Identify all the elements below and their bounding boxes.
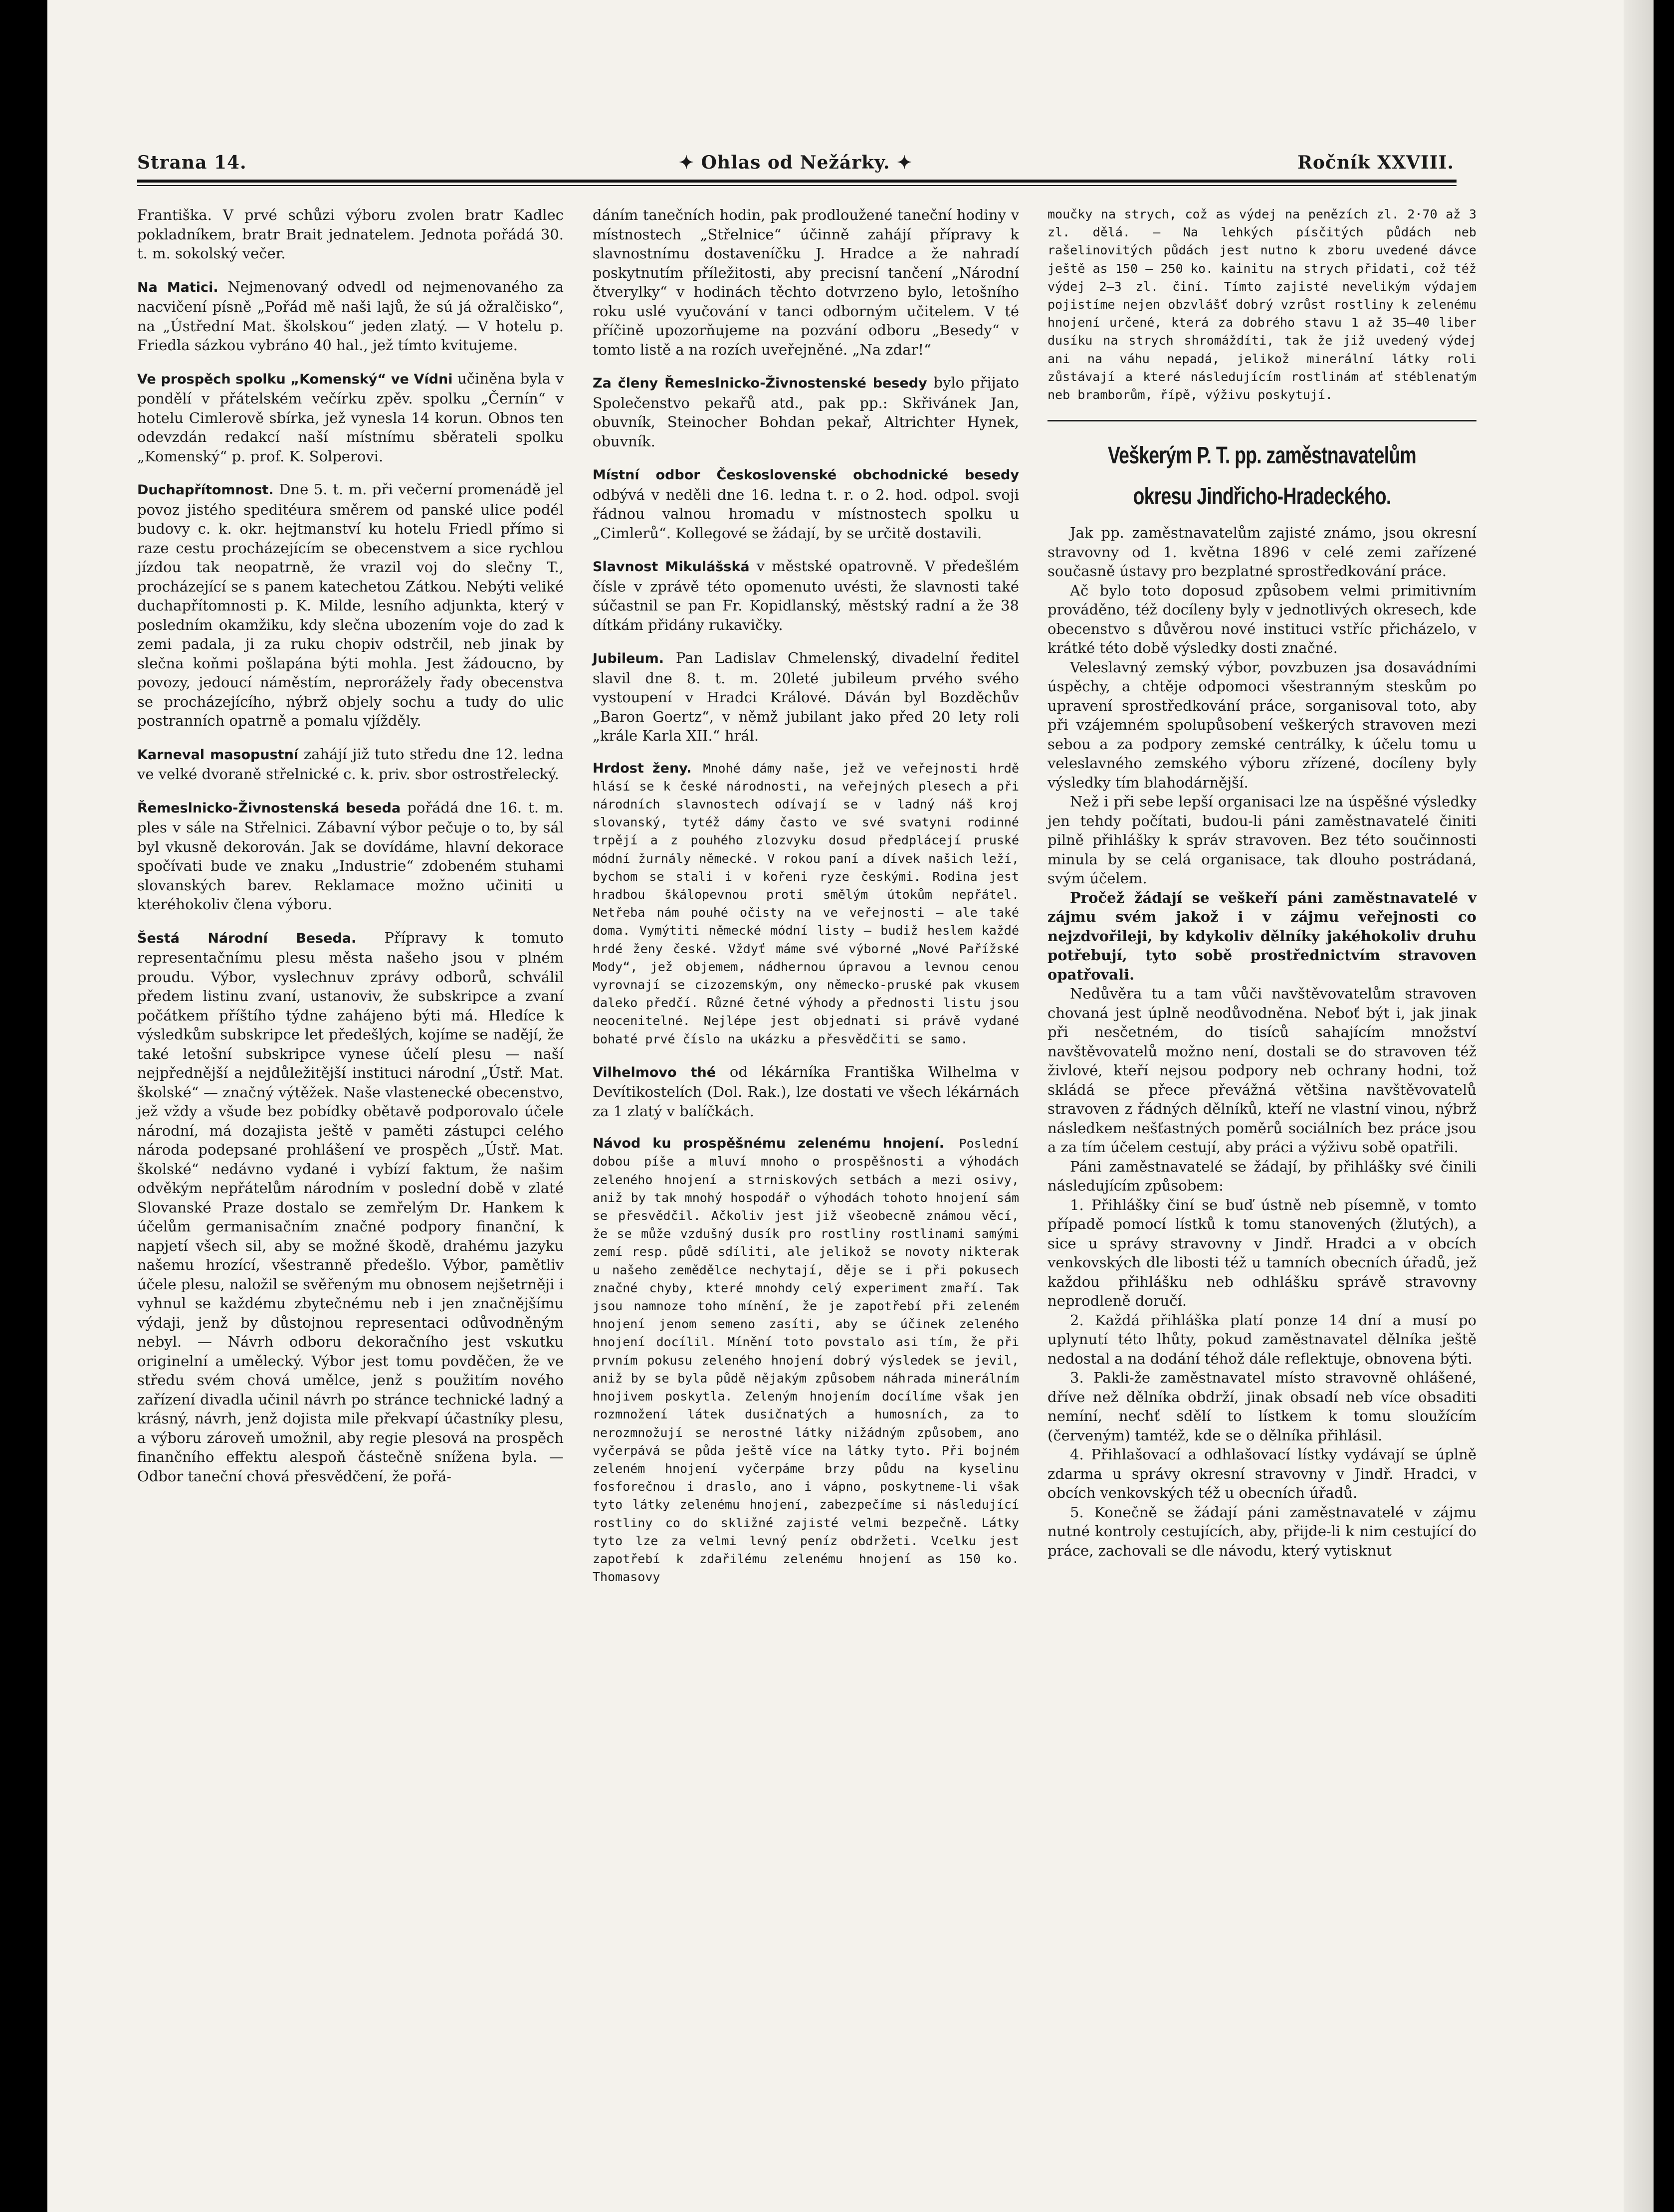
notice-paragraph: 4. Přihlašovací a odhlašovací lístky vydávají se úplně zdarma u správy okresní stravovny v Jindř. Hradci, v obcích venkovských též u obecních úřadů. <box>1047 1446 1476 1502</box>
article-lead: Duchapřítomnost. <box>137 482 274 498</box>
article-lead: Vilhelmovo thé <box>593 1064 716 1080</box>
article-text <box>137 928 564 1486</box>
article-text <box>593 648 1019 746</box>
article-body: Mnohé dámy naše, jež ve veřejnosti hrdě hlásí se k české národnosti, na veřejných plesech a při národních slavnostech odívají se v ladný náš kroj slovanský, tytéž dámy často ve své svatyni rodinné trpějí a z pouhého zlozvyku dosud předplácejí pruské módní žurnály německé. V rokou paní a dívek našich leží, bychom se stali i v kořeni ryze českými. Rodina jest hradbou škálopevnou proti smělým útokům nepřátel. Netřeba nám pouhé očisty na ve veřejnosti — ale také doma. Vymýtiti německé módní listy — budiž heslem každé hrdé ženy české. Vždyť máme své výborné „Nové Pařížské Mody“, jež objemem, nádhernou úpravou a levnou cenou vyrovnají se cizozemským, ony německo-pruské pak vkusem daleko předčí. Různé četné výhody a přednosti listu jsou neocenitelné. Nejlépe jest objednati si právě vydané bohaté prvé číslo na ukázku a přesvědčiti se samo. <box>593 761 1019 1046</box>
article-text <box>137 798 564 914</box>
page-edge-shadow <box>1624 0 1654 2212</box>
article-lead: Ve prospěch spolku „Komenský“ ve Vídni <box>137 371 453 387</box>
article-lead: Návod ku prospěšnému zelenému hnojení. <box>593 1136 944 1152</box>
notice-paragraph: Ač bylo toto doposud způsobem velmi primitivním prováděno, též docíleny byly v jednotlivých okresech, kde obecenstvo s důvěrou nové instituci vstříc přicházelo, v krátké této době výsledky dosti značné. <box>1047 582 1476 657</box>
column-3 <box>1047 205 1476 1560</box>
article-text <box>137 205 564 263</box>
article-text <box>593 1135 1019 1586</box>
page-header <box>137 152 1454 177</box>
article-body: od lékárníka Františka Wilhelma v Devítikostelích (Dol. Rak.), lze dostati ve všech lékárnách za 1 zlatý v balíčkách. <box>593 1063 1019 1120</box>
article-lead: Místní odbor Československé obchodnické besedy <box>593 467 1019 483</box>
article-lead: Hrdost ženy. <box>593 760 692 776</box>
article-text <box>593 373 1019 451</box>
article-body: odbývá v neděli dne 16. ledna t. r. o 2. hod. odpol. svoji řádnou valnou hromadu v místnostech spolku u „Cimlerů“. Kollegové se žádají, by se určitě dostavili. <box>593 486 1019 542</box>
article-body: Františka. V prvé schůzi výboru zvolen bratr Kadlec pokladníkem, bratr Brait jednatelem. Jednota pořádá 30. t. m. sokolský večer. <box>137 206 564 262</box>
article-text <box>137 745 564 784</box>
notice-paragraph: Nedůvěra tu a tam vůči navštěvovatelům stravoven chovaná jest úplně neodůvodněna. Neboť být i, jak jinak při nesčetném, do tisíců sahajícím množství navštěvovatelů možno není, dostali se do stravoven též živlové, kteří nejsou podpory neb ochrany hodni, tož skládá se přece převážná většina navštěvovatelů stravoven z řádných dělníků, kteří ne vlastní vinou, nýbrž následkem nešťastných poměrů sociálních bez práce jsou a za tím účelem cestují, aby práci a výživu sobě opatřili. <box>1047 985 1476 1156</box>
column-2 <box>593 205 1019 1600</box>
article-text <box>593 1062 1019 1121</box>
notice-subtitle: okresu Jindřicho-Hradeckého. <box>1133 483 1391 510</box>
article-lead: Karneval masopustní <box>137 747 299 763</box>
header-rule-thin <box>137 185 1457 186</box>
newspaper-title: ✦ Ohlas od Nežárky. ✦ <box>678 152 913 173</box>
article-body: zahájí již tuto středu dne 12. ledna ve velké dvoraně střelnické c. k. priv. sbor ostrostřelecký. <box>137 745 564 783</box>
article-text <box>593 760 1019 1048</box>
article-body: moučky na strych, což as výdej na penězích zl. 2·70 až 3 zl. dělá. — Na lehkých písčitých půdách neb rašelinovitých půdách jest nutno k zboru uvedené dávce ještě as 150 — 250 ko. kainitu na strych přidati, což též výdej 2—3 zl. činí. Tímto zajisté nevelikým výdajem pojistíme nejen obzvlášť dobrý vzrůst rostliny k zelenému hnojení určené, která za dobrého stavu 1 až 35—40 liber dusíku na strych shromáždíti, tak že již uvedený výdej ani na váhu nepadá, jelikož minerální látky roli zůstávají a které následujícím rostlinám ať stéblenatým neb bramborům, řípě, výživu poskytují. <box>1047 207 1476 402</box>
article-body: Poslední dobou píše a mluví mnoho o prospěšnosti a výhodách zeleného hnojení a strniskových setbách a mezi osivy, aniž by tak mnohý hospodář o výhodách tohoto hnojení sám se přesvědčil. Ačkoliv jest již všeobecně známou věcí, že se může vzdušný dusík pro rostliny rostlinami samými zemí resp. půdě sdíliti, ale jelikož se novoty nikterak u našeho zemědělce nechytají, děje se i při pokusech značné chyby, které mnohdy celý experiment zmaří. Tak jsou namnoze toho mínění, že je zapotřebí při zeleném hnojení jenom semeno zasíti, aby se účinek zeleného hnojení docílil. Mínění toto povstalo asi tím, že při prvním pokusu zeleného hnojení dobrý výsledek se jevil, aniž by se byla půdě nějakým způsobem náhrada minerálním hnojivem poskytla. Zeleným hnojením docílíme však jen rozmnožení látek dusičnatých a humosních, za to nerozmnožují se nerostné látky nižádným způsobem, ano vyčerpává se půda ještě více na látky tyto. Při bojném zeleném hnojení vyčerpáme brzy půdu na kyselinu fosforečnou i draslo, ano i vápno, poskytneme-li však tyto látky zelenému hnojení, zabezpečíme si následující rostliny co do skližné zajisté velmi bezpečně. Látky tyto lze za velmi levný peníz obdržeti. Vcelku jest zapotřebí k zdařilému zelenému hnojení as 150 ko. Thomasovy <box>593 1136 1019 1585</box>
header-rule <box>137 180 1457 183</box>
article-lead: Za členy Řemeslnicko-Živnostenské besedy <box>593 376 927 391</box>
notice-paragraph-bold: Pročež žádají se veškeří páni zaměstnavatelé v zájmu svém jakož i v zájmu veřejnosti co nejzdvořileji, by kdykoliv dělníky jakéhokoliv druhu potřebují, tyto sobě prostřednictvím stravoven opatřovali. <box>1047 889 1476 983</box>
notice-paragraph: 2. Každá přihláška platí ponze 14 dní a musí po uplynutí této lhůty, pokud zaměstnavatel dělníka ještě nedostal a na dodání téhož dále reflektuje, obnovena býti. <box>1047 1311 1476 1367</box>
article-body: v městské opatrovně. V předešlém čísle v zprávě této opomenuto uvésti, že slavnosti také súčastnil se pan Fr. Kopidlanský, městský radní a že 38 dítkám přidány rukavičky. <box>593 558 1019 633</box>
article-body: bylo přijato Společenstvo pekařů atd., pak pp.: Skřivánek Jan, obuvník, Steinocher Bohdan pekař, Altrichter Hynek, obuvník. <box>593 374 1020 450</box>
article-text <box>137 369 564 466</box>
article-body: Dne 5. t. m. při večerní promenádě jel povoz jistého speditéura směrem od panské ulice podél budovy c. k. okr. hejtmanství ku hotelu Friedl přímo si raze cestu procházejícím se obecenstvem a sice rychlou jízdou tak neopatrně, že vrazil voj do slečny T., procházející se s panem katechetou Zátkou. Nebýti veliké duchapřítomnosti p. K. Milde, lesního adjunkta, který v posledním okamžiku, kdy slečna ubozením voje do zad k zemi padala, ji za ruku chopiv odstrčil, neb jinak by slečna koňmi pošlapána býti mohla. Jest žádoucno, by povozy, jedoucí náměstím, neprorážely řady obecenstva se procházejícího, nýbrž objely sochu a tudy do ulic postranních opatrně a pomalu vjížděly. <box>137 481 564 729</box>
notice-paragraph: Veleslavný zemský výbor, povzbuzen jsa dosavádními úspěchy, a chtěje odpomoci všestranným steskům po upravení sprostředkování práce, sorganisoval toto, aby při vzájemném spolupůsobení veškerých stravoven mezi sebou a za podpory zemské centrálky, k účelu tomu u veleslavného zemského výboru zřízené, docíleny byly výsledky tím blahodárnější. <box>1047 658 1476 791</box>
article-body: pořádá dne 16. t. m. ples v sále na Střelnici. Zábavní výbor pečuje o to, by sál byl vkusně dekorován. Jak se dovídáme, hlavní dekorace spočívati bude ve znaku „Industrie“ zdobeném stuhami slovanských barev. Reklamace možno učiniti u kteréhokoliv člena výboru. <box>137 799 564 913</box>
volume-number: Ročník XXVIII. <box>1297 152 1454 173</box>
article-body: dáním tanečních hodin, pak prodloužené taneční hodiny v místnostech „Střelnice“ účinně zahájí přípravy k slavnostnímu dostaveníčku J. Hradce a že nahradí poskytnutím příležitosti, aby precisní tančení „Národní čtverylky“ v hodinách těchto dotvrzeno bylo, letošního roku uslé vyučování v tanci odborným učitelem. V té příčině upozorňujeme na pozvání odboru „Besedy“ v tomto listě a na rozích uveřejněné. „Na zdar!“ <box>593 206 1019 358</box>
article-lead: Jubileum. <box>593 651 664 666</box>
notice-paragraph: Jak pp. zaměstnavatelům zajisté známo, jsou okresní stravovny od 1. května 1896 v celé zemi zařízené současně ústavy pro bezplatné sprostředkování práce. <box>1047 524 1476 580</box>
article-text <box>593 465 1019 543</box>
article-text <box>593 205 1019 359</box>
article-body: Pan Ladislav Chmelenský, divadelní ředitel slavil dne 8. t. m. 20leté jubileum prvého svého vystoupení v Hradci Králové. Dáván byl Bozděchův „Baron Goertz“, v němž jubilant jako před 20 lety roli „krále Karla XII.“ hrál. <box>593 649 1019 744</box>
article-lead: Na Matici. <box>137 279 218 295</box>
article-body: učiněna byla v pondělí v přátelském večírku zpěv. spolku „Černín“ v hotelu Cimlerově sbírka, jež vynesla 14 korun. Obnos ten odevzdán redakcí naší místnímu sběrateli spolku „Komenský“ p. prof. K. Solperovi. <box>137 370 564 465</box>
article-text <box>137 277 564 355</box>
notice-paragraph: Než i při sebe lepší organisaci lze na úspěšné výsledky jen tehdy počítati, budou-li páni zaměstnavatelé činiti pilně přihlášky k správ stravoven. Bez této součinnosti minula by se celá organisace, tak dlouho postrádaná, svým účelem. <box>1047 793 1476 887</box>
article-body: Přípravy k tomuto representačnímu plesu města našeho jsou v plném proudu. Výbor, vyslechnuv zprávy odborů, schválil předem listinu zvaní, ustanoviv, že subskripce a zvaní počátkem příštího týdne zahájeno býti má. Hledíce k výsledkům subskripce let předešlých, kojíme se nadějí, že také letošní subskripce vynese účelí plesu — naší nejpřednější a nejdůležitější instituci národní „Ústř. Mat. školské“ — značný výtěžek. Naše vlastenecké obecenstvo, jež vždy a všude bez pobídky obětavě podporovalo účele národní, má dozajista ještě v paměti zástupci celého národa podepsané prohlášení ve prospěch „Ústř. Mat. školské“ nedávno vydané i vybízí faktum, že našim odvěkým nepřátelům národním v poslední době v zlaté Slovanské Praze dostalo se zemřelým Dr. Hankem k účelům germanisačním značné podpory finanční, k napjetí všech sil, aby se možné škodě, drahému jazyku našemu hrozící, všestranně předešlo. Výbor, pamětliv účele plesu, naložil se svěřeným mu obnosem nejšetrněji i vyhnul se každému zbytečnému neb i jen značnějšímu výdaji, jenž by důstojnou representaci odůvodněným nebyl. — Návrh odboru dekoračního jest vskutku originelní a umělecký. Výbor jest tomu povděčen, že ve středu svém chová umělce, jenž s použitím nového zařízení divadla učinil návrh po stránce technické ladný a krásný, návrh, jenž dojista mile překvapí účastníky plesu, a výboru zároveň umožnil, aby regie plesová na prospěch finančního effektu alespoň částečně snížena byla. — Odbor taneční chová přesvědčení, že pořá- <box>137 929 564 1485</box>
article-lead: Šestá Národní Beseda. <box>137 930 357 946</box>
section-divider <box>1047 420 1476 421</box>
article-lead: Řemeslnicko-Živnostenská beseda <box>137 800 401 816</box>
notice-paragraph: 1. Přihlášky činí se buď ústně neb písemně, v tomto případě pomocí lístků k tomu stanovených (žlutých), a sice u správy stravovny v Jindř. Hradci a v obcích venkovských dle libosti též u tamních obecních úřadů, jež každou přihlášku neb odhlášku správě stravovny neprodleně doručí. <box>1047 1196 1476 1310</box>
article-lead: Slavnost Mikulášská <box>593 559 750 575</box>
notice-paragraph: 3. Pakli-že zaměstnavatel místo stravovně ohlášené, dříve než dělníka obdrží, jinak obsadí neb více obsaditi nemíní, nechť sdělí to lístkem k tomu sloužícím (červeným) tamtéž, kde se o dělníka přihlásil. <box>1047 1369 1476 1444</box>
article-text <box>137 480 564 731</box>
page-number: Strana 14. <box>137 152 247 173</box>
notice-title: Veškerým P. T. pp. zaměstnavatelům <box>1108 442 1416 469</box>
notice-paragraph: Páni zaměstnavatelé se žádají, by přihlášky své činili následujícím způsobem: <box>1047 1158 1476 1195</box>
notice-paragraph: 5. Konečně se žádají páni zaměstnavatelé v zájmu nutné kontroly cestujících, aby, přijde-li k nim cestující do práce, zachovali se dle návodu, který vytisknut <box>1047 1503 1476 1559</box>
article-body: Nejmenovaný odvedl od nejmenovaného za nacvičení písně „Pořád mě naši lajů, že sú já ožralčisko“, na „Ústřední Mat. školskou“ jeden zlatý. — V hotelu p. Friedla sázkou vybráno 40 hal., jež tímto kvitujeme. <box>137 278 564 354</box>
article-text <box>1047 205 1476 404</box>
column-1 <box>137 205 564 1500</box>
article-text <box>593 557 1019 634</box>
